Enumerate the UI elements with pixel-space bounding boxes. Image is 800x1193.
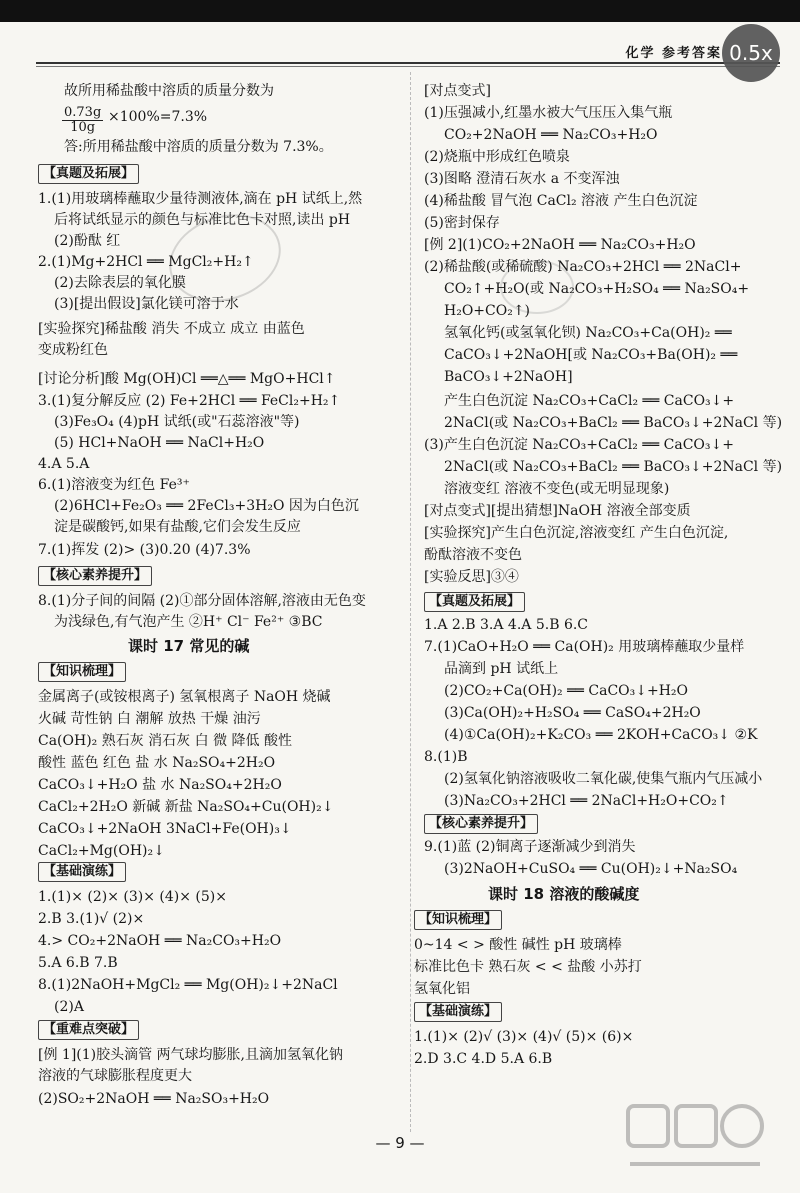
answer-line: (2)氢氧化钠溶液吸收二氧化碳,使集气瓶内气压减小	[444, 771, 763, 787]
answer-line: (5) HCl+NaOH ══ NaCl+H₂O	[54, 435, 265, 451]
answer-line: 8.(1)B	[424, 749, 468, 765]
answer-line: 答:所用稀盐酸中溶质的质量分数为 7.3%。	[64, 139, 333, 155]
column-divider	[410, 72, 411, 1132]
top-dark-band	[0, 0, 800, 22]
answer-line: [实验探究]产生白色沉淀,溶液变红 产生白色沉淀,	[424, 525, 729, 541]
answer-line: ×100%=7.3%	[108, 109, 208, 125]
answer-line: (3)产生白色沉淀 Na₂CO₃+CaCl₂ ══ CaCO₃↓+	[424, 437, 734, 453]
section-tag-knowledge: 【知识梳理】	[38, 662, 126, 682]
answer-line: 氢氧化铝	[414, 981, 470, 997]
answer-line: [实验反思]③④	[424, 569, 519, 585]
answer-line: (3)2NaOH+CuSO₄ ══ Cu(OH)₂↓+Na₂SO₄	[444, 861, 738, 877]
answer-line: CaCl₂+2H₂O 新碱 新盐 Na₂SO₄+Cu(OH)₂↓	[38, 799, 334, 815]
answer-line: 2NaCl(或 Na₂CO₃+BaCl₂ ══ BaCO₃↓+2NaCl 等)	[444, 415, 783, 431]
answer-line: 2.(1)Mg+2HCl ══ MgCl₂+H₂↑	[38, 254, 254, 270]
answer-line: 0~14 < > 酸性 碱性 pH 玻璃棒	[414, 937, 622, 953]
answer-line: 4.> CO₂+2NaOH ══ Na₂CO₃+H₂O	[38, 933, 282, 949]
section-tag-real-exam: 【真题及拓展】	[38, 164, 139, 184]
answer-line: 后将试纸显示的颜色与标准比色卡对照,读出 pH	[54, 212, 351, 228]
answer-line: 7.(1)CaO+H₂O ══ Ca(OH)₂ 用玻璃棒蘸取少量样	[424, 639, 745, 655]
lesson-18-title: 课时 18 溶液的酸碱度	[488, 885, 640, 903]
answer-line: 1.(1)× (2)√ (3)× (4)√ (5)× (6)×	[414, 1029, 634, 1045]
watermark-logo-icon	[620, 1098, 770, 1178]
answer-line: (2)去除表层的氧化膜	[54, 275, 186, 291]
answer-line: [讨论分析]酸 Mg(OH)Cl ══△══ MgO+HCl↑	[38, 371, 336, 387]
answer-line: 8.(1)2NaOH+MgCl₂ ══ Mg(OH)₂↓+2NaCl	[38, 977, 338, 993]
header-rule	[36, 66, 780, 67]
answer-line: 为浅绿色,有气泡产生 ②H⁺ Cl⁻ Fe²⁺ ③BC	[54, 614, 323, 630]
answer-line: 8.(1)分子间的间隔 (2)①部分固体溶解,溶液由无色变	[38, 593, 366, 609]
answer-line: 溶液变红 溶液不变色(或无明显现象)	[444, 481, 670, 497]
answer-line: 产生白色沉淀 Na₂CO₃+CaCl₂ ══ CaCO₃↓+	[444, 393, 735, 409]
answer-line: 故所用稀盐酸中溶质的质量分数为	[64, 83, 274, 99]
answer-line: [例 1](1)胶头滴管 两气球均膨胀,且滴加氢氧化钠	[38, 1047, 344, 1063]
answer-line: 氢氧化钙(或氢氧化钡) Na₂CO₃+Ca(OH)₂ ══	[444, 325, 732, 341]
answer-line: 6.(1)溶液变为红色 Fe³⁺	[38, 477, 190, 493]
section-tag-core-literacy: 【核心素养提升】	[38, 566, 152, 586]
answer-line: (2)烧瓶中形成红色喷泉	[424, 149, 570, 165]
answer-line: 2.D 3.C 4.D 5.A 6.B	[414, 1051, 553, 1067]
section-tag-basic-drill: 【基础演练】	[38, 862, 126, 882]
answer-line: 1.(1)× (2)× (3)× (4)× (5)×	[38, 889, 227, 905]
answer-line: (3)Ca(OH)₂+H₂SO₄ ══ CaSO₄+2H₂O	[444, 705, 701, 721]
answer-line: 品滴到 pH 试纸上	[444, 661, 559, 677]
answer-line: 火碱 苛性钠 白 潮解 放热 干燥 油污	[38, 711, 261, 727]
answer-line: 酚酞溶液不变色	[424, 547, 522, 563]
answer-line: BaCO₃↓+2NaOH]	[444, 369, 573, 385]
answer-line: (4)稀盐酸 冒气泡 CaCl₂ 溶液 产生白色沉淀	[424, 193, 698, 209]
answer-line: 7.(1)挥发 (2)> (3)0.20 (4)7.3%	[38, 542, 251, 558]
answer-line: CO₂+2NaOH ══ Na₂CO₃+H₂O	[444, 127, 658, 143]
fraction-numerator: 0.73g	[64, 105, 102, 120]
answer-line: (3)Na₂CO₃+2HCl ══ 2NaCl+H₂O+CO₂↑	[444, 793, 729, 809]
answer-line: (3)图略 澄清石灰水 a 不变浑浊	[424, 171, 620, 187]
answer-line: (2)SO₂+2NaOH ══ Na₂SO₃+H₂O	[38, 1091, 270, 1107]
answer-line: (3)Fe₃O₄ (4)pH 试纸(或"石蕊溶液"等)	[54, 414, 300, 430]
answer-line: 1.(1)用玻璃棒蘸取少量待测液体,滴在 pH 试纸上,然	[38, 191, 363, 207]
answer-line: CO₂↑+H₂O(或 Na₂CO₃+H₂SO₄ ══ Na₂SO₄+	[444, 281, 750, 297]
answer-line: CaCl₂+Mg(OH)₂↓	[38, 843, 165, 859]
answer-line: CaCO₃↓+H₂O 盐 水 Na₂SO₄+2H₂O	[38, 777, 282, 793]
section-tag-real-exam: 【真题及拓展】	[424, 592, 525, 612]
answer-line: 9.(1)蓝 (2)铜离子逐渐减少到消失	[424, 839, 636, 855]
answer-line: 2NaCl(或 Na₂CO₃+BaCl₂ ══ BaCO₃↓+2NaCl 等)	[444, 459, 783, 475]
answer-line: [对点变式]	[424, 83, 491, 99]
playback-speed-badge[interactable]: 0.5x	[722, 24, 780, 82]
answer-line: 5.A 6.B 7.B	[38, 955, 118, 971]
page-header	[36, 40, 780, 64]
fraction-denominator: 10g	[70, 120, 96, 135]
header-subject: 化学 参考答案	[625, 46, 722, 61]
answer-line: (2)酚酞 红	[54, 233, 121, 249]
answer-line: 溶液的气球膨胀程度更大	[38, 1068, 192, 1084]
answer-line: (4)①Ca(OH)₂+K₂CO₃ ══ 2KOH+CaCO₃↓ ②K	[444, 727, 758, 743]
section-tag-basic-drill: 【基础演练】	[414, 1002, 502, 1022]
answer-line: 2.B 3.(1)√ (2)×	[38, 911, 145, 927]
answer-line: 4.A 5.A	[38, 456, 90, 472]
answer-line: (2)稀盐酸(或稀硫酸) Na₂CO₃+2HCl ══ 2NaCl+	[424, 259, 742, 275]
answer-line: (2)CO₂+Ca(OH)₂ ══ CaCO₃↓+H₂O	[444, 683, 689, 699]
answer-line: [实验探究]稀盐酸 消失 不成立 成立 由蓝色	[38, 321, 305, 337]
answer-line: CaCO₃↓+2NaOH 3NaCl+Fe(OH)₃↓	[38, 821, 292, 837]
answer-line: 标准比色卡 熟石灰 < < 盐酸 小苏打	[414, 959, 642, 975]
answer-line: Ca(OH)₂ 熟石灰 消石灰 白 微 降低 酸性	[38, 733, 292, 749]
section-tag-knowledge: 【知识梳理】	[414, 910, 502, 930]
answer-line: 酸性 蓝色 红色 盐 水 Na₂SO₄+2H₂O	[38, 755, 276, 771]
lesson-17-title: 课时 17 常见的碱	[128, 637, 250, 655]
answer-line: [对点变式][提出猜想]NaOH 溶液全部变质	[424, 503, 691, 519]
answer-line: (2)6HCl+Fe₂O₃ ══ 2FeCl₃+3H₂O 因为白色沉	[54, 498, 359, 514]
answer-line: 1.A 2.B 3.A 4.A 5.B 6.C	[424, 617, 589, 633]
answer-line: 变成粉红色	[38, 342, 108, 358]
section-tag-key-points: 【重难点突破】	[38, 1020, 139, 1040]
answer-line: CaCO₃↓+2NaOH[或 Na₂CO₃+Ba(OH)₂ ══	[444, 347, 738, 363]
fraction-expression	[62, 106, 103, 135]
answer-line: (1)压强减小,红墨水被大气压压入集气瓶	[424, 105, 673, 121]
answer-line: 3.(1)复分解反应 (2) Fe+2HCl ══ FeCl₂+H₂↑	[38, 393, 341, 409]
answer-line: [例 2](1)CO₂+2NaOH ══ Na₂CO₃+H₂O	[424, 237, 696, 253]
answer-line: H₂O+CO₂↑)	[444, 303, 531, 319]
answer-line: (5)密封保存	[424, 215, 500, 231]
section-tag-core-literacy: 【核心素养提升】	[424, 814, 538, 834]
page-number: — 9 —	[375, 1134, 425, 1152]
answer-line: 金属离子(或铵根离子) 氢氧根离子 NaOH 烧碱	[38, 689, 331, 705]
answer-line: (2)A	[54, 999, 84, 1015]
answer-line: 淀是碳酸钙,如果有盐酸,它们会发生反应	[54, 519, 301, 535]
answer-line: (3)[提出假设]氯化镁可溶于水	[54, 296, 239, 312]
